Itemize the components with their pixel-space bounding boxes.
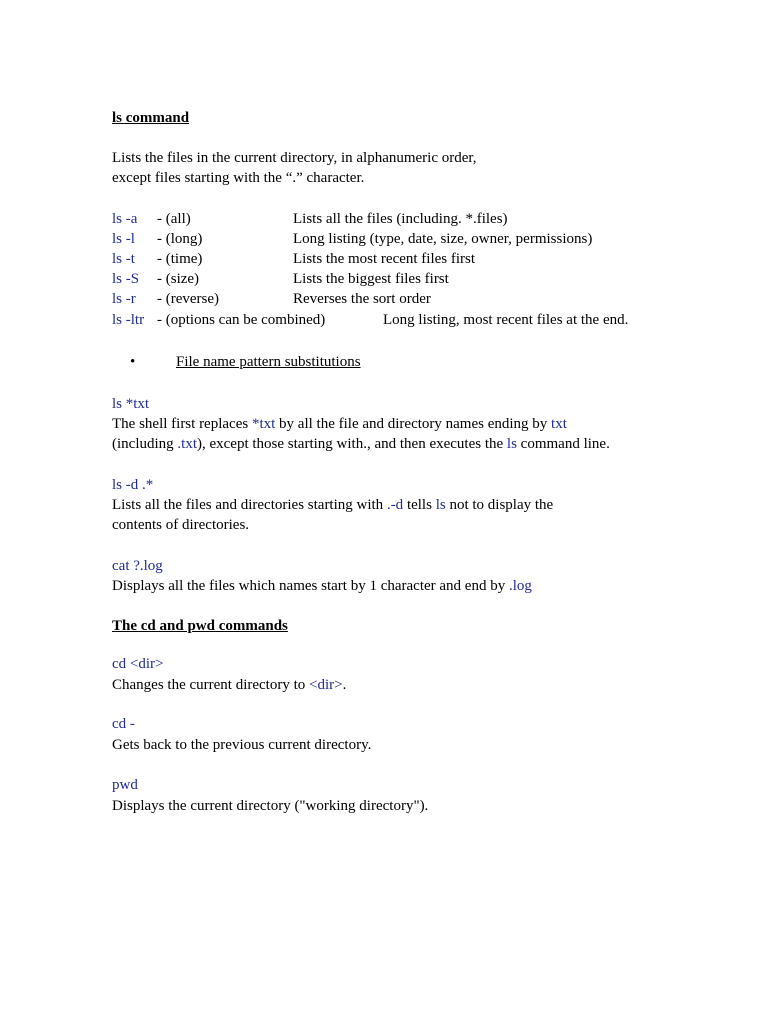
option-desc: Reverses the sort order [293, 291, 431, 307]
option-name: - (all) [157, 211, 191, 227]
cd-dir-command: cd <dir> [112, 656, 164, 672]
example-ls-txt-line-1: The shell first replaces *txt by all the file and directory names ending by txt [112, 416, 567, 432]
option-desc: Lists the most recent files first [293, 251, 476, 267]
bullet-glyph: • [130, 354, 136, 370]
cd-back-description: Gets back to the previous current directory. [112, 737, 372, 753]
option-desc: Long listing, most recent files at the end. [383, 312, 629, 328]
option-desc: Lists all the files (including. *.files) [293, 211, 508, 227]
ls-option-row-combined [112, 310, 752, 330]
ls-option-row-time [112, 249, 752, 269]
pattern-heading: File name pattern substitutions [176, 354, 361, 370]
pwd-command: pwd [112, 777, 138, 793]
option-flag: ls -a [112, 211, 138, 227]
example-ls-txt-command: ls *txt [112, 396, 150, 412]
ls-option-row-all [112, 209, 752, 229]
option-desc: Lists the biggest files first [293, 271, 449, 287]
ls-command-heading: ls command [112, 110, 190, 126]
option-flag: ls -t [112, 251, 135, 267]
option-flag: ls -l [112, 231, 135, 247]
example-ls-d-command: ls -d .* [112, 477, 154, 493]
cd-back-command: cd - [112, 716, 135, 732]
example-cat-log-command: cat ?.log [112, 558, 163, 574]
pattern-bullet-item [130, 352, 630, 372]
option-name: - (long) [157, 231, 203, 247]
option-desc: Long listing (type, date, size, owner, permissions) [293, 231, 593, 247]
option-name: - (size) [157, 271, 200, 287]
option-name: - (reverse) [157, 291, 220, 307]
cd-dir-description: Changes the current directory to <dir>. [112, 677, 347, 693]
ls-option-row-long [112, 229, 752, 249]
cd-pwd-heading: The cd and pwd commands [112, 618, 288, 634]
ls-intro-line-2: except files starting with the “.” character. [112, 170, 365, 186]
ls-option-row-size [112, 269, 752, 289]
option-name: - (time) [157, 251, 203, 267]
option-flag: ls -r [112, 291, 136, 307]
ls-intro-line-1: Lists the files in the current directory, in alphanumeric order, [112, 150, 477, 166]
example-cat-log-line: Displays all the files which names start by 1 character and end by .log [112, 578, 532, 594]
ls-option-row-reverse [112, 289, 752, 309]
option-name: - (options can be combined) [157, 312, 326, 328]
option-flag: ls -ltr [112, 312, 145, 328]
option-flag: ls -S [112, 271, 140, 287]
example-ls-d-line-1: Lists all the files and directories starting with .-d tells ls not to display the [112, 497, 554, 513]
pwd-description: Displays the current directory ("working directory"). [112, 798, 429, 814]
example-ls-txt-line-2: (including .txt), except those starting with., and then executes the ls command line. [112, 436, 610, 452]
example-ls-d-line-2: contents of directories. [112, 517, 250, 533]
